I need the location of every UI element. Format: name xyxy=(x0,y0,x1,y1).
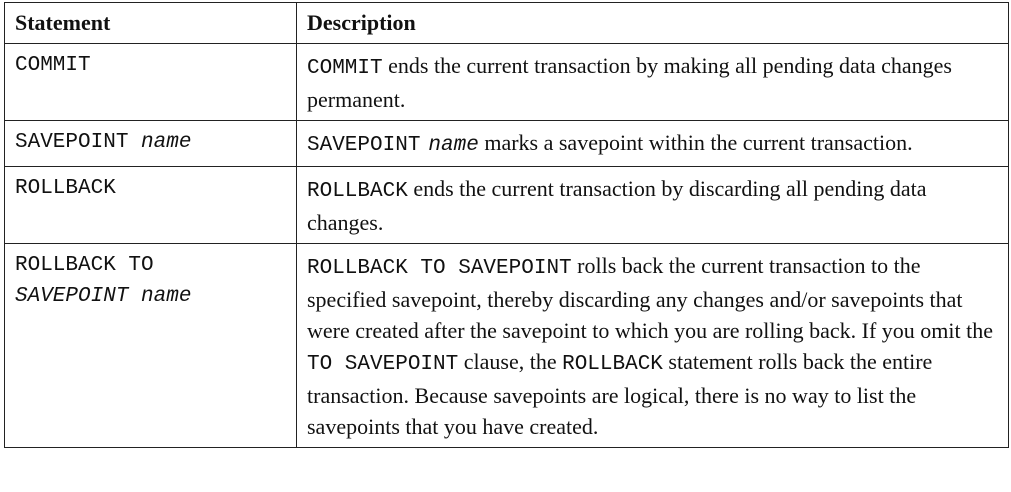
description-cell xyxy=(297,167,1009,244)
table-row xyxy=(5,167,1009,244)
statements-table xyxy=(4,2,1009,448)
description-text: clause, the xyxy=(458,349,563,374)
statement-cell xyxy=(5,244,297,448)
description-text: rolls back the current transaction to the specified savepoint, thereby discarding any changes and/or savepoints that were created after the savepoint to which you are rolling back. If you omit the xyxy=(307,253,994,343)
description-cell xyxy=(297,121,1009,167)
description-keyword: ROLLBACK xyxy=(562,353,663,376)
header-description: Description xyxy=(297,3,1009,44)
description-keyword: ROLLBACK TO SAVEPOINT xyxy=(307,257,572,280)
statement-cell xyxy=(5,121,297,167)
description-cell xyxy=(297,44,1009,121)
description-text: marks a savepoint within the current transaction. xyxy=(478,130,913,155)
statement-argument: name xyxy=(141,131,192,154)
statement-rollback: ROLLBACK xyxy=(15,177,116,200)
table-row xyxy=(5,121,1009,167)
table-row xyxy=(5,244,1009,448)
description-keyword: COMMIT xyxy=(307,57,383,80)
statement-commit: COMMIT xyxy=(15,54,91,77)
statement-cell xyxy=(5,167,297,244)
statement-cell xyxy=(5,44,297,121)
description-keyword: ROLLBACK xyxy=(307,180,408,203)
table-row xyxy=(5,44,1009,121)
statement-keyword: ROLLBACK TO xyxy=(15,254,154,277)
description-cell xyxy=(297,244,1009,448)
description-text: ends the current transaction by making all pending data changes permanent. xyxy=(307,53,952,112)
description-keyword: SAVEPOINT xyxy=(307,134,421,157)
table-header-row xyxy=(5,3,1009,44)
description-keyword: TO SAVEPOINT xyxy=(307,353,459,376)
description-text: ends the current transaction by discarding all pending data changes. xyxy=(307,176,927,235)
header-statement: Statement xyxy=(5,3,297,44)
description-argument: name xyxy=(428,134,479,157)
statement-keyword: SAVEPOINT xyxy=(15,131,129,154)
description-text: statement rolls back the entire transaction. Because savepoints are logical, there is no way to list the savepoints that you have created. xyxy=(307,349,933,439)
statement-argument: SAVEPOINT name xyxy=(15,285,192,308)
